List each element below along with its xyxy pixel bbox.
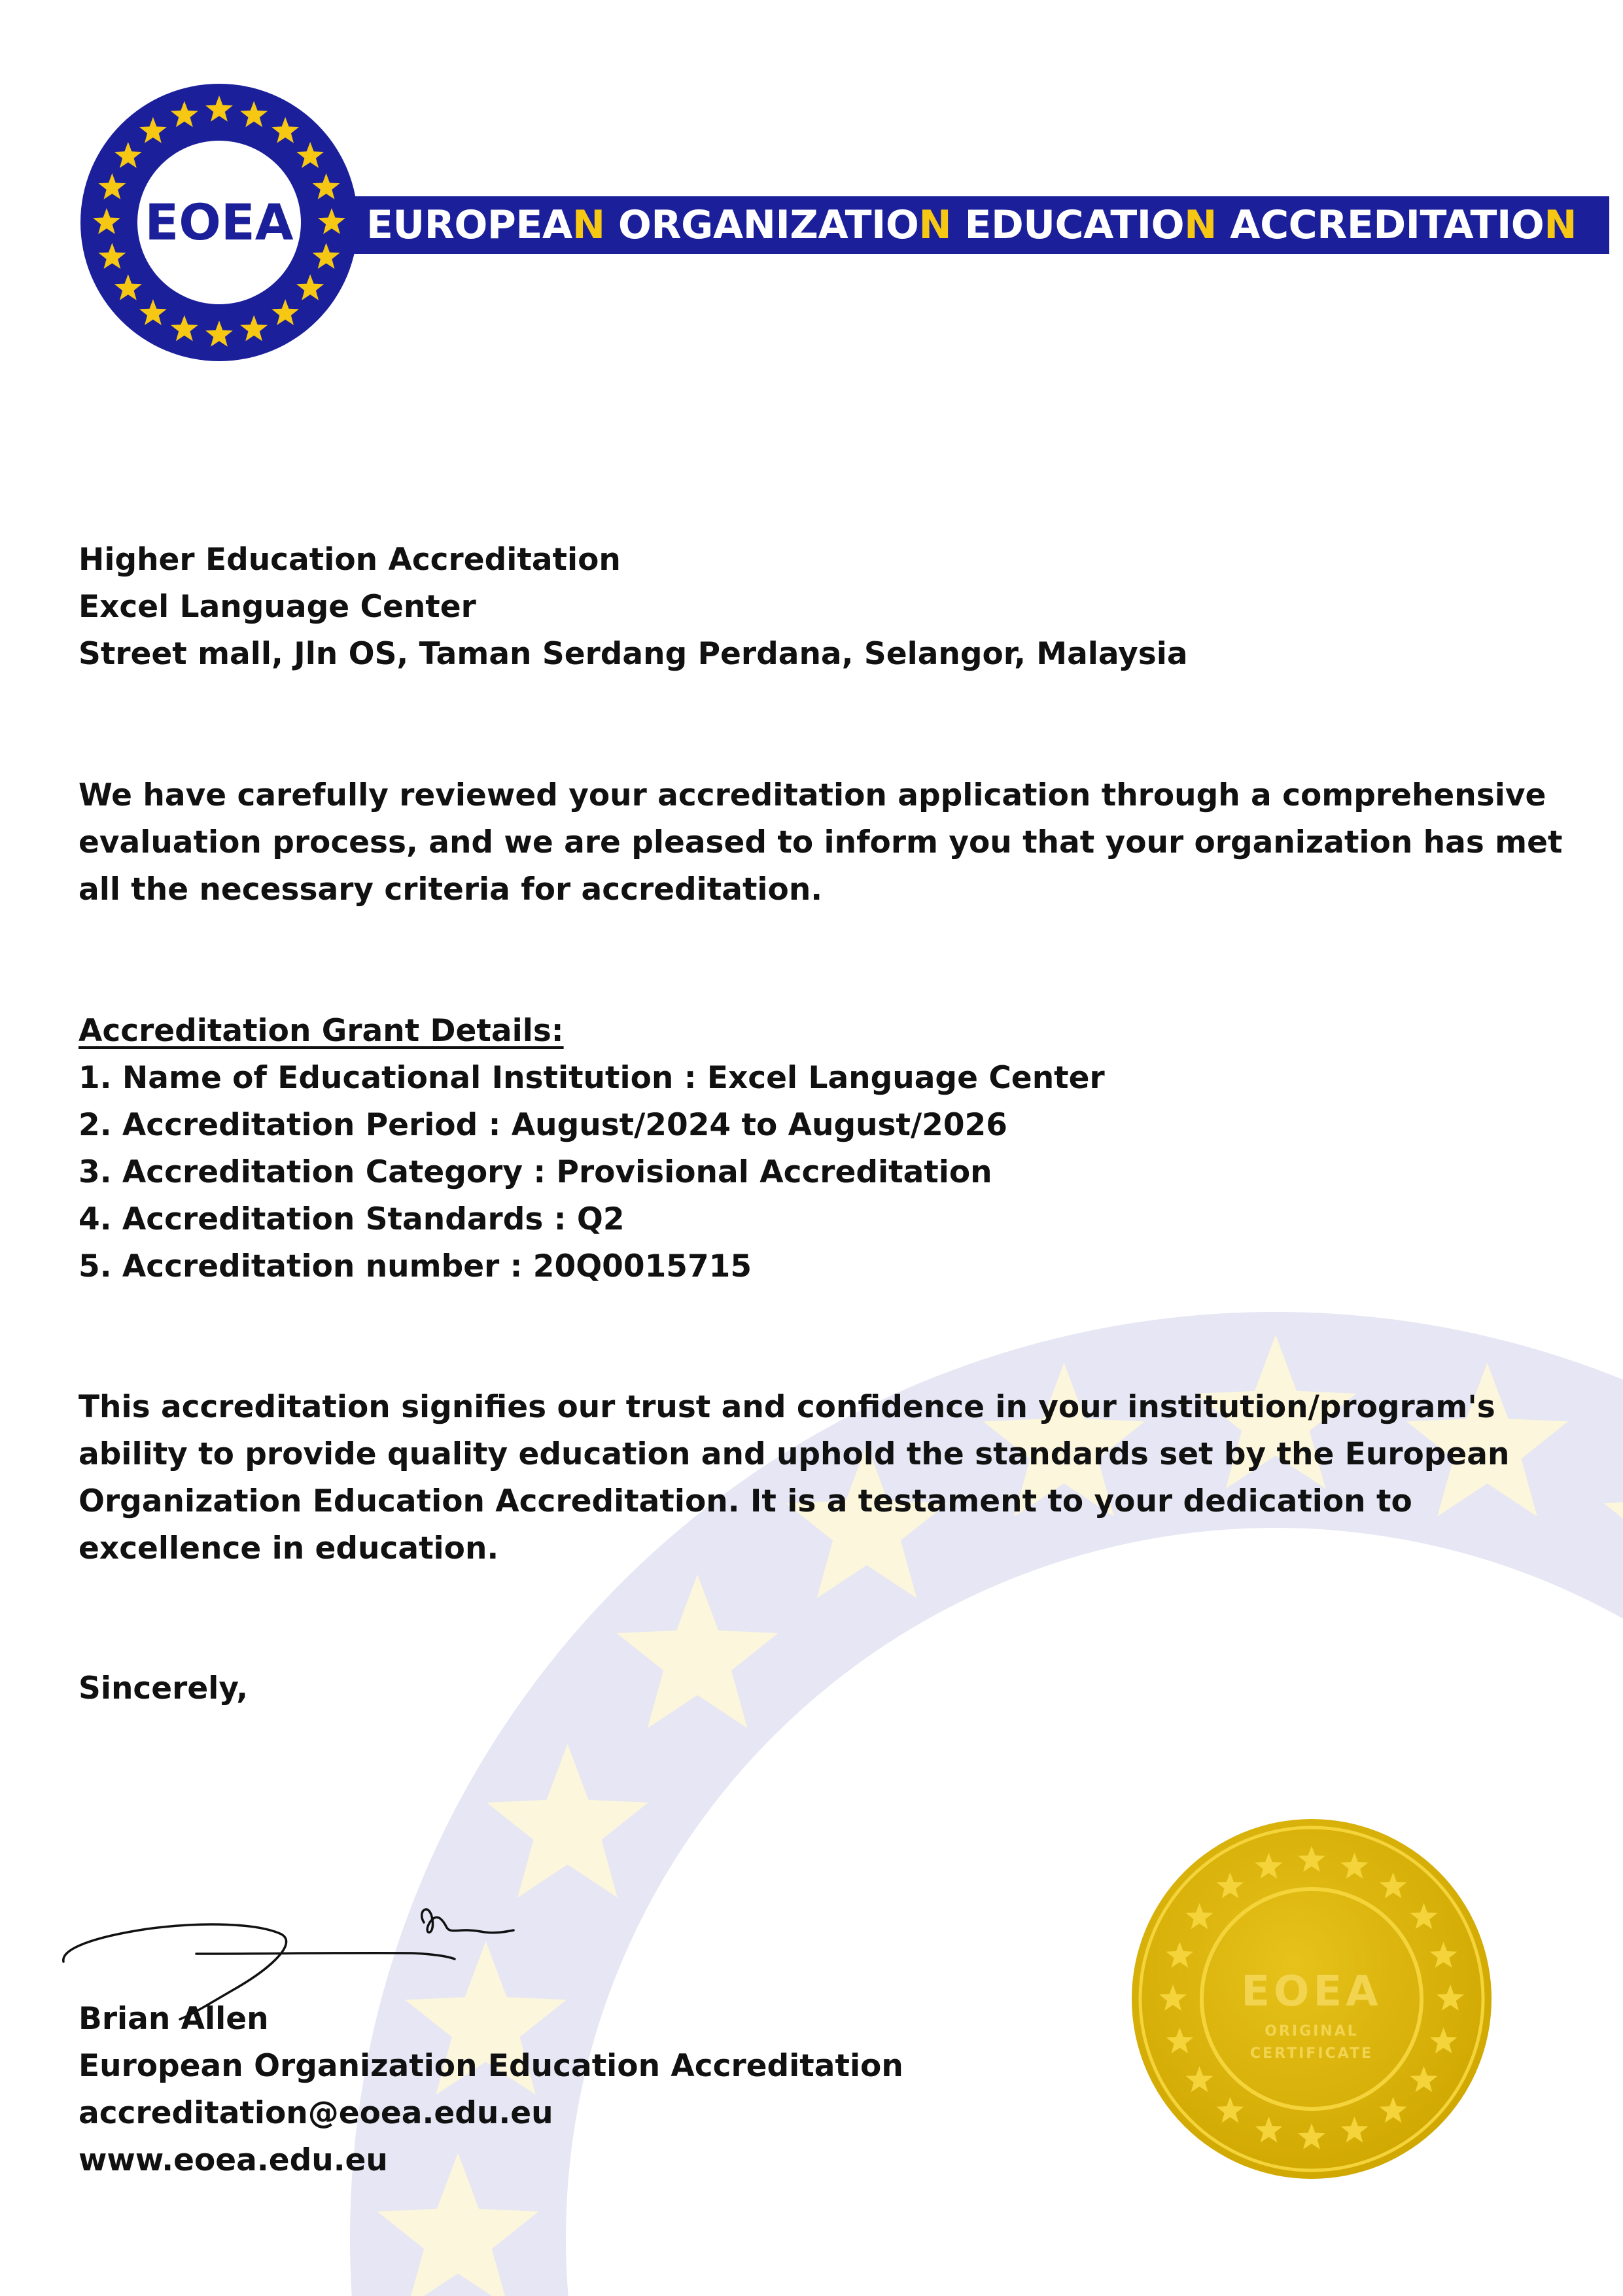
salutation: Sincerely, <box>79 1670 249 1706</box>
intro-line: evaluation process, and we are pleased to inform you that your organization has met <box>79 824 1563 860</box>
sender-block <box>79 1996 903 2184</box>
grant-details <box>79 1008 1105 1290</box>
eoea-logo <box>79 82 360 363</box>
seal-line-original: ORIGINAL <box>1265 2023 1359 2040</box>
title-part: EDUCATIO <box>951 202 1185 248</box>
grant-item-institution: 1. Name of Educational Institution : Excel Language Center <box>79 1060 1105 1096</box>
sender-email: accreditation@eoea.edu.eu <box>79 2095 553 2131</box>
grant-item-standards: 4. Accreditation Standards : Q2 <box>79 1201 625 1237</box>
intro-paragraph <box>79 772 1562 913</box>
title-accent-letter: N <box>918 202 952 248</box>
title-part: ORGANIZATIO <box>604 202 919 248</box>
logo-text: EOEA <box>145 193 294 251</box>
sender-name: Brian Allen <box>79 2001 269 2037</box>
grant-item-number: 5. Accreditation number : 20Q0015715 <box>79 1248 752 1284</box>
closing-line: ability to provide quality education and uphold the standards set by the European <box>79 1436 1510 1472</box>
recipient-department: Higher Education Accreditation <box>79 542 621 578</box>
title-accent-letter: N <box>1184 202 1217 248</box>
grant-item-category: 3. Accreditation Category : Provisional Accreditation <box>79 1154 992 1190</box>
sender-organization: European Organization Education Accreditation <box>79 2048 903 2084</box>
title-accent-letter: N <box>1544 202 1577 248</box>
closing-line: Organization Education Accreditation. It is a testament to your dedication to <box>79 1483 1412 1519</box>
recipient-street: Street mall, Jln OS, Taman Serdang Perdana, Selangor, Malaysia <box>79 636 1188 672</box>
title-part: ACCREDITATIO <box>1216 202 1544 248</box>
gold-seal <box>1128 1816 1495 2182</box>
seal-title: EOEA <box>1241 1968 1382 2016</box>
grant-item-period: 2. Accreditation Period : August/2024 to August/2026 <box>79 1107 1007 1143</box>
closing-line: excellence in education. <box>79 1530 499 1566</box>
title-accent-letter: N <box>572 202 605 248</box>
recipient-address <box>79 537 1188 678</box>
intro-line: all the necessary criteria for accreditation. <box>79 872 823 908</box>
closing-line: This accreditation signifies our trust and confidence in your institution/program's <box>79 1389 1495 1425</box>
grant-details-heading: Accreditation Grant Details: <box>79 1013 564 1049</box>
title-part: EUROPEA <box>366 202 572 248</box>
recipient-institution: Excel Language Center <box>79 589 476 625</box>
organization-title <box>366 199 1577 251</box>
intro-line: We have carefully reviewed your accreditation application through a comprehensive <box>79 777 1546 813</box>
sender-website: www.eoea.edu.eu <box>79 2142 388 2178</box>
handwritten-signature <box>56 1891 527 2022</box>
seal-line-certificate: CERTIFICATE <box>1249 2045 1374 2062</box>
closing-paragraph <box>79 1384 1509 1572</box>
